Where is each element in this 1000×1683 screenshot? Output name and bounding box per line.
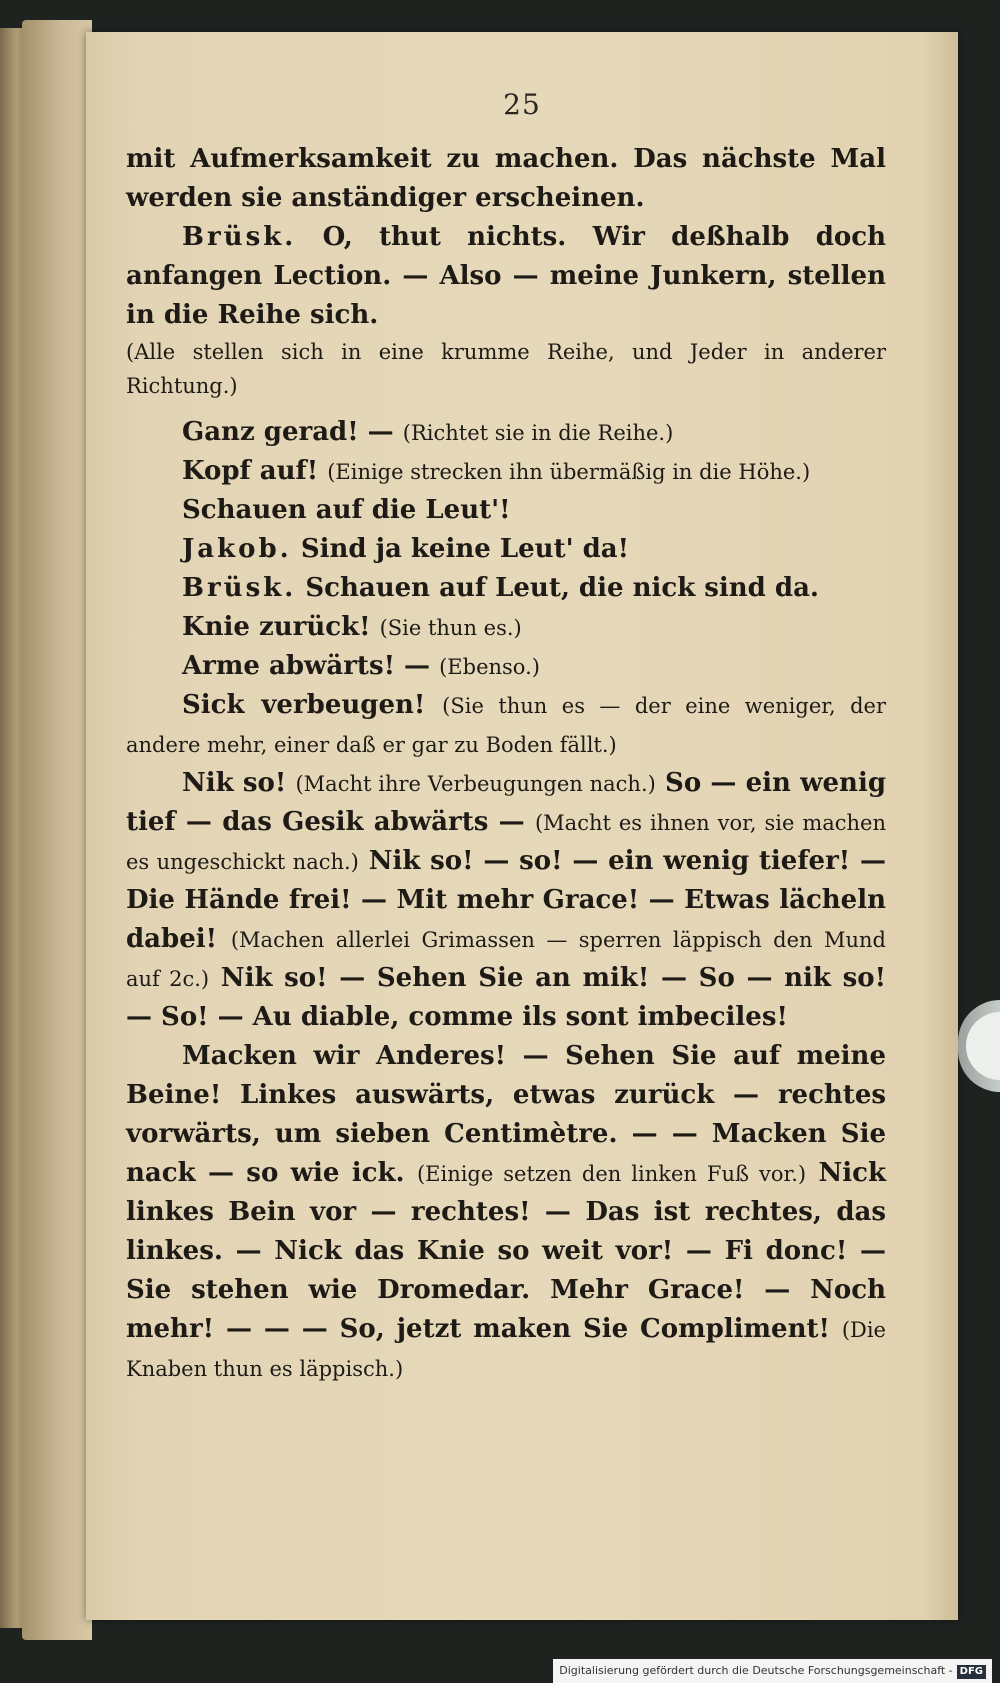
stage-direction: (Ebenso.) xyxy=(439,655,540,679)
text-line: So — ein wenig tief — das Gesik abwärts — xyxy=(126,768,886,837)
stage-direction: (Richtet sie in die Reihe.) xyxy=(402,421,674,445)
speaker-name: Brüsk. xyxy=(182,222,297,252)
paragraph xyxy=(126,608,886,647)
text-line: Nik so! xyxy=(182,768,287,798)
text-line: mit Aufmerksamkeit zu machen. Das nächste Mal werden sie anständiger erscheinen. xyxy=(126,144,886,213)
page-text xyxy=(126,140,886,1388)
paragraph xyxy=(126,686,886,764)
stage-direction: (Machen allerlei Grimassen — sperren läppisch den Mund auf 2c.) xyxy=(126,928,886,991)
paragraph xyxy=(126,491,886,530)
stage-direction: (Einige strecken ihn übermäßig in die Höhe.) xyxy=(327,460,811,484)
text-line: Sind ja keine Leut' da! xyxy=(300,534,630,564)
text-line: Sick verbeugen! xyxy=(182,690,426,720)
paragraph xyxy=(126,1037,886,1388)
text-line: Macken wir Anderes! — Sehen Sie auf meine Beine! Linkes auswärts, etwas zurück — rechtes vorwärts, um sieben Centimètre. — — Macken Sie nack — so wie ick. xyxy=(126,1041,886,1188)
stage-direction: (Macht es ihnen vor, sie machen es ungeschickt nach.) xyxy=(126,811,886,874)
stage-direction: (Alle stellen sich in eine krumme Reihe, und Jeder in anderer Richtung.) xyxy=(126,340,886,398)
text-line: Schauen auf Leut, die nick sind da. xyxy=(305,573,819,603)
text-line: Arme abwärts! — xyxy=(182,651,431,681)
digitization-footer xyxy=(553,1659,992,1683)
footer-text: Digitalisierung gefördert durch die Deutsche Forschungsgemeinschaft - xyxy=(559,1664,953,1677)
paragraph xyxy=(126,530,886,569)
paragraph xyxy=(126,569,886,608)
paragraph xyxy=(126,218,886,335)
stage-direction: (Einige setzen den linken Fuß vor.) xyxy=(416,1162,807,1186)
text-line: Knie zurück! xyxy=(182,612,371,642)
paragraph xyxy=(126,452,886,491)
stage-direction: (Die Knaben thun es läppisch.) xyxy=(126,1318,886,1381)
stage-direction: (Sie thun es.) xyxy=(379,616,522,640)
speaker-name: Jakob. xyxy=(182,534,292,564)
page-number: 25 xyxy=(503,88,541,121)
paragraph xyxy=(126,413,886,452)
page-edge xyxy=(22,20,92,1640)
paragraph xyxy=(126,647,886,686)
paragraph xyxy=(126,764,886,1037)
book-page xyxy=(86,32,958,1620)
text-line: Ganz gerad! — xyxy=(182,417,394,447)
paragraph xyxy=(126,140,886,218)
stage-direction: (Macht ihre Verbeugungen nach.) xyxy=(295,772,656,796)
dfg-logo: DFG xyxy=(957,1665,986,1679)
stage-direction: (Sie thun es — der eine weniger, der andere mehr, einer daß er gar zu Boden fällt.) xyxy=(126,694,886,757)
text-line: Nik so! — so! — ein wenig tiefer! — Die Hände frei! — Mit mehr Grace! — Etwas lächeln dabei! xyxy=(126,846,886,954)
text-line: Kopf auf! xyxy=(182,456,319,486)
text-line: O, thut nichts. Wir deßhalb doch anfangen Lection. — Also — meine Junkern, stellen in die Reihe sich. xyxy=(126,222,886,330)
text-line: Schauen auf die Leut'! xyxy=(182,495,511,525)
text-line: Nick linkes Bein vor — rechtes! — Das ist rechtes, das linkes. — Nick das Knie so weit vor! — Fi donc! — Sie stehen wie Dromedar. Mehr Grace! — Noch mehr! — — — So, jetzt maken Sie Compliment! xyxy=(126,1158,886,1344)
text-line: Nik so! — Sehen Sie an mik! — So — nik so! — So! — Au diable, comme ils sont imbeciles! xyxy=(126,963,886,1032)
speaker-name: Brüsk. xyxy=(182,573,297,603)
